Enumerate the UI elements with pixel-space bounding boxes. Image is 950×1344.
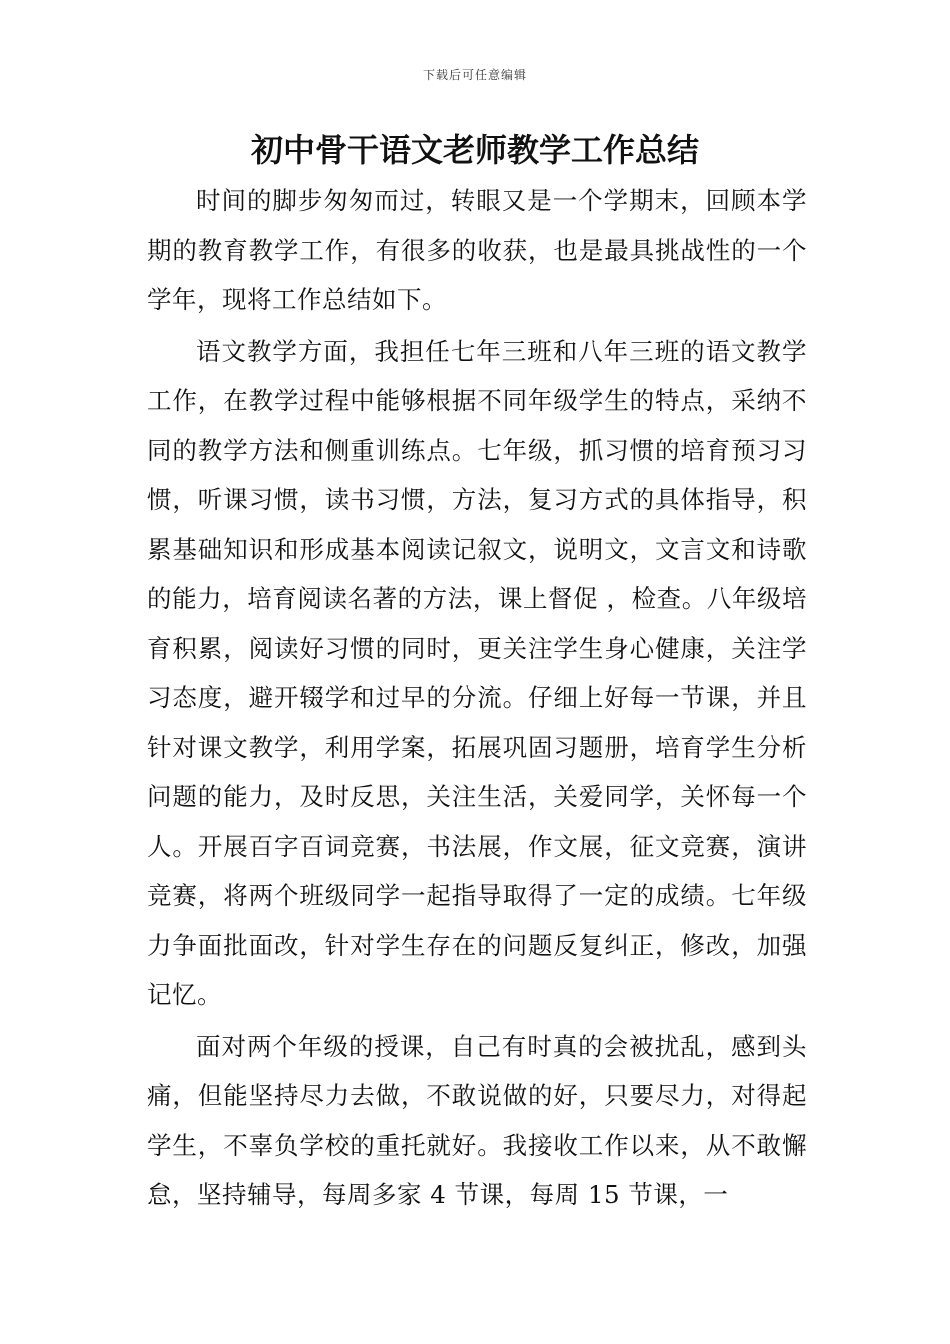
document-title: 初中骨干语文老师教学工作总结 <box>250 131 699 169</box>
document-body <box>147 176 807 1222</box>
paragraph-3: 面对两个年级的授课，自己有时真的会被扰乱，感到头痛，但能坚持尽力去做，不敢说做的好，只要尽力，对得起学生，不辜负学校的重托就好。我接收工作以来，从不敢懈怠，坚持辅导，每周多家 4 节课，每周 15 节课，一 <box>147 1031 807 1209</box>
paragraph-2: 语文教学方面，我担任七年三班和八年三班的语文教学工作，在教学过程中能够根据不同年级学生的特点，采纳不同的教学方法和侧重训练点。七年级，抓习惯的培育预习习惯，听课习惯，读书习惯，方法，复习方式的具体指导，积累基础知识和形成基本阅读记叙文，说明文，文言文和诗歌的能力，培育阅读名著的方法，课上督促 ，检查。八年级培育积累，阅读好习惯的同时，更关注学生身心健康，关注学习态度，避开辍学和过早的分流。仔细上好每一节课，并且针对课文教学，利用学案，拓展巩固习题册，培育学生分析问题的能力，及时反思，关注生活，关爱同学，关怀每一个人。开展百字百词竞赛，书法展，作文展，征文竞赛，演讲竞赛，将两个班级同学一起指导取得了一定的成绩。七年级力争面批面改，针对学生存在的问题反复纠正，修改，加强记忆。 <box>147 336 807 1009</box>
header-note: 下载后可任意编辑 <box>422 68 527 82</box>
paragraph-1: 时间的脚步匆匆而过，转眼又是一个学期末，回顾本学期的教育教学工作，有很多的收获，也是最具挑战性的一个学年，现将工作总结如下。 <box>147 186 807 314</box>
